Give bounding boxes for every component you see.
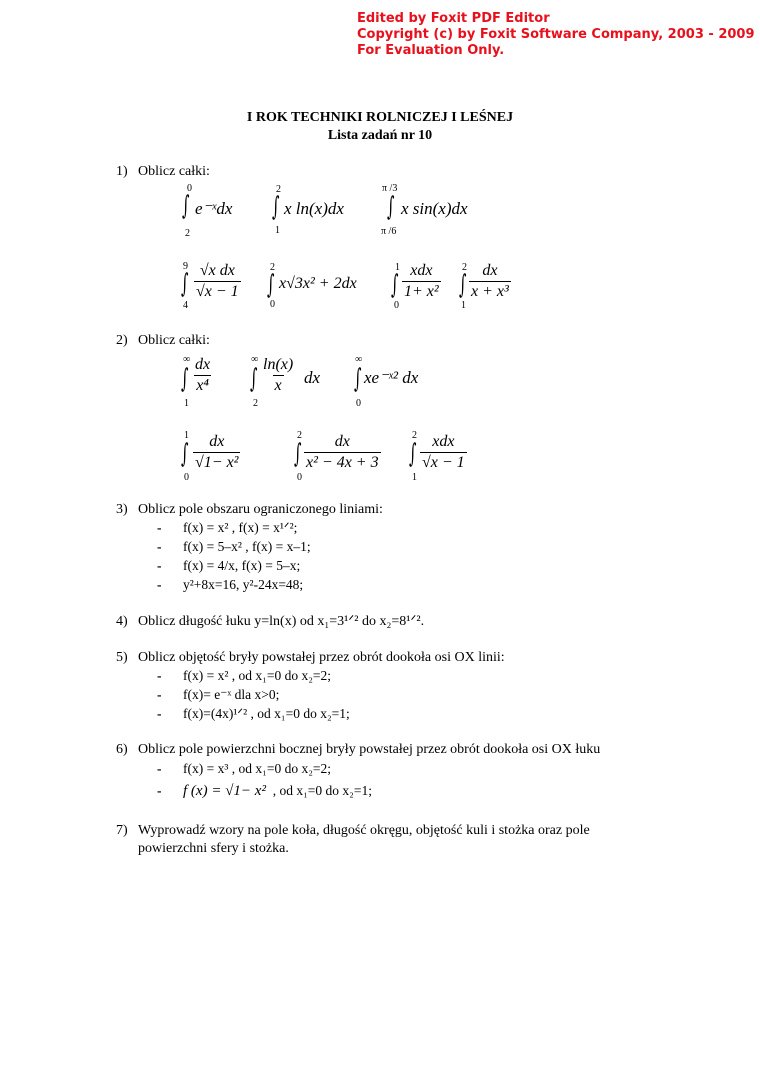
- document-subtitle: Lista zadań nr 10: [327, 128, 433, 143]
- list-item: - f (x) = √1− x² , od x₁=0 do x₂=1;: [157, 783, 372, 799]
- task-text: Oblicz pole powierzchni bocznej bryły powstałej przez obrót dookoła osi OX łuku: [138, 742, 601, 757]
- upper-limit: 1: [184, 430, 189, 441]
- list-item: - f(x) = x² , f(x) = x¹ᐟ²;: [157, 520, 298, 535]
- upper-limit: 9: [183, 261, 188, 272]
- integral-sign-icon: ∫: [459, 270, 467, 300]
- upper-limit: ∞: [251, 354, 259, 365]
- lower-limit: 4: [183, 300, 188, 311]
- task-1: [116, 163, 210, 181]
- denominator: √1− x²: [195, 454, 239, 471]
- integral-sign-icon: ∫: [387, 192, 395, 222]
- integrand: xe⁻ˣ² dx: [364, 368, 419, 387]
- task-5: [116, 649, 505, 667]
- numerator: xdx: [432, 433, 455, 450]
- fraction: [402, 262, 441, 301]
- integrand: x√3x² + 2dx: [279, 275, 357, 292]
- task-number: 1): [116, 164, 128, 179]
- list-item: - f(x) = x² , od x₁=0 do x₂=2;: [157, 668, 332, 683]
- upper-limit: 2: [462, 262, 467, 273]
- numerator: dx: [195, 356, 211, 373]
- list-item: - f(x)=(4x)¹ᐟ² , od x₁=0 do x₂=1;: [157, 706, 350, 721]
- lower-limit: 1: [275, 225, 280, 236]
- integral-sign-icon: ∫: [409, 439, 417, 469]
- watermark-line-2: Copyright (c) by Foxit Software Company, 2003 - 2009: [357, 27, 755, 42]
- fraction: [193, 356, 212, 395]
- upper-limit: 2: [412, 430, 417, 441]
- watermark-line-3: For Evaluation Only.: [357, 43, 505, 58]
- integral-sign-icon: ∫: [294, 439, 302, 469]
- lower-limit: 1: [461, 300, 466, 311]
- denominator: √x − 1: [422, 454, 465, 471]
- upper-limit: ∞: [355, 354, 363, 365]
- list-item: - y²+8x=16, y²-24x=48;: [157, 577, 304, 592]
- denominator: 1+ x²: [404, 283, 439, 300]
- fraction: [304, 433, 381, 472]
- fraction: [194, 262, 241, 301]
- task-6: [116, 741, 600, 759]
- lower-limit: 1: [184, 398, 189, 409]
- lower-limit: π /6: [381, 226, 397, 237]
- numerator: dx: [482, 262, 498, 279]
- denominator: x: [274, 377, 282, 394]
- foxit-watermark: [357, 11, 755, 59]
- upper-limit: 1: [395, 262, 400, 273]
- denominator: √x − 1: [196, 283, 239, 300]
- lower-limit: 2: [253, 398, 258, 409]
- task-text: Oblicz pole obszaru ograniczonego liniami:: [138, 502, 383, 517]
- task-number: 5): [116, 650, 128, 665]
- numerator: dx: [209, 433, 225, 450]
- fraction: [469, 262, 511, 301]
- upper-limit: 0: [187, 183, 192, 194]
- lower-limit: 0: [270, 299, 275, 310]
- task-number: 7): [116, 823, 128, 838]
- numerator: dx: [334, 433, 350, 450]
- lower-limit: 0: [394, 300, 399, 311]
- numerator: √x dx: [199, 262, 235, 279]
- list-item: - f(x) = 5–x² , f(x) = x–1;: [157, 539, 311, 554]
- list-item: - f(x) = 4/x, f(x) = 5–x;: [157, 558, 301, 573]
- upper-limit: 2: [297, 430, 302, 441]
- integral-sign-icon: ∫: [250, 364, 258, 394]
- watermark-line-1: Edited by Foxit PDF Editor: [357, 11, 550, 26]
- lower-limit: 0: [297, 472, 302, 483]
- task-4: [116, 613, 424, 631]
- lower-limit: 2: [185, 228, 190, 239]
- upper-limit: ∞: [183, 354, 191, 365]
- task-text: Oblicz objętość bryły powstałej przez obrót dookoła osi OX linii:: [138, 650, 505, 665]
- integral-sign-icon: ∫: [354, 364, 362, 394]
- integrand: e⁻ˣdx: [195, 199, 233, 218]
- task-number: 6): [116, 742, 128, 757]
- document-title: I ROK TECHNIKI ROLNICZEJ I LEŚNEJ: [246, 110, 514, 125]
- integral-sign-icon: ∫: [181, 364, 189, 394]
- integral-sign-icon: ∫: [181, 269, 189, 299]
- task-text: Oblicz długość łuku y=ln(x) od x₁=3¹ᐟ² do x₂=8¹ᐟ².: [138, 614, 425, 629]
- task-text: Oblicz całki:: [138, 333, 210, 348]
- integral-sign-icon: ∫: [391, 270, 399, 300]
- upper-limit: π /3: [382, 183, 398, 194]
- lower-limit: 0: [184, 472, 189, 483]
- task-7: [116, 822, 590, 840]
- task-text: Wyprowadź wzory na pole koła, długość okręgu, objętość kuli i stożka oraz pole: [138, 823, 590, 838]
- task-3: [116, 501, 383, 519]
- fraction: [420, 433, 467, 472]
- lower-limit: 0: [356, 398, 361, 409]
- list-item: - f(x)= e⁻ˣ dla x>0;: [157, 687, 280, 702]
- upper-limit: 2: [276, 184, 281, 195]
- task-2: [116, 332, 210, 350]
- integrand: x ln(x)dx: [284, 199, 344, 218]
- integrand: x sin(x)dx: [401, 199, 468, 218]
- fraction: [193, 433, 240, 472]
- formula: f (x) = √1− x²: [183, 783, 266, 799]
- lower-limit: 1: [412, 472, 417, 483]
- fraction: [261, 356, 295, 395]
- denominator: x⁴: [196, 377, 209, 394]
- task-text: Oblicz całki:: [138, 164, 210, 179]
- integral-sign-icon: ∫: [272, 192, 280, 222]
- task-number: 3): [116, 502, 128, 517]
- upper-limit: 2: [270, 262, 275, 273]
- task-7-continuation: powierzchni sfery i stożka.: [138, 841, 289, 856]
- integral-sign-icon: ∫: [182, 191, 190, 221]
- numerator: ln(x): [263, 356, 294, 373]
- list-item: - f(x) = x³ , od x₁=0 do x₂=2;: [157, 761, 332, 776]
- integral-sign-icon: ∫: [181, 439, 189, 469]
- numerator: xdx: [410, 262, 433, 279]
- denominator: x² − 4x + 3: [306, 454, 379, 471]
- integral-sign-icon: ∫: [267, 270, 275, 300]
- task-number: 2): [116, 333, 128, 348]
- task-number: 4): [116, 614, 128, 629]
- denominator: x + x³: [471, 283, 509, 300]
- differential: dx: [304, 368, 321, 387]
